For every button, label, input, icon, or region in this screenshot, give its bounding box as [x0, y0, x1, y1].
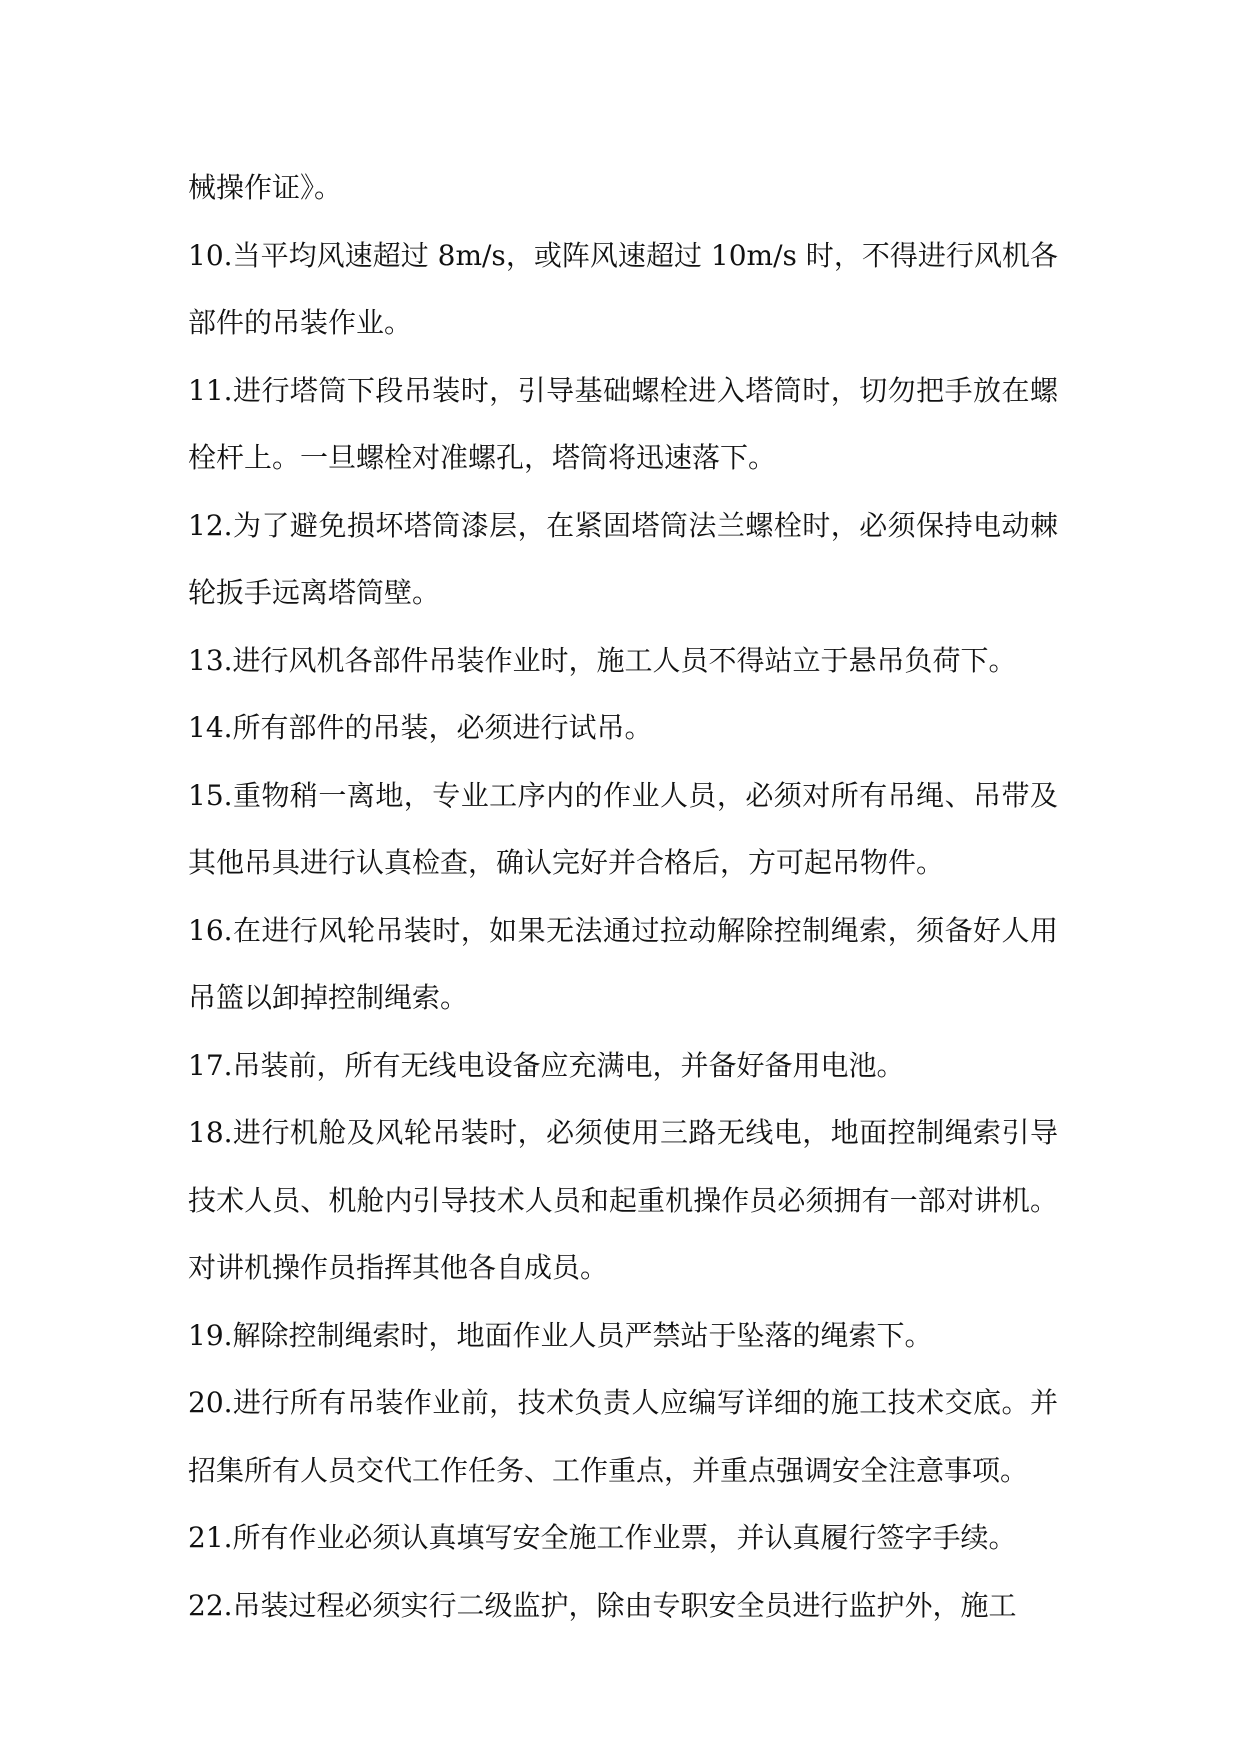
- paragraph-item-15: 15.重物稍一离地，专业工序内的作业人员，必须对所有吊绳、吊带及其他吊具进行认真检查，确认完好并合格后，方可起吊物件。: [188, 778, 1058, 879]
- paragraph-item-21: 21.所有作业必须认真填写安全施工作业票，并认真履行签字手续。: [188, 1521, 1017, 1554]
- paragraph-item-20: 20.进行所有吊装作业前，技术负责人应编写详细的施工技术交底。并招集所有人员交代工作任务、工作重点，并重点强调安全注意事项。: [188, 1386, 1058, 1487]
- paragraph-item-11: 11.进行塔筒下段吊装时，引导基础螺栓进入塔筒时，切勿把手放在螺栓杆上。一旦螺栓对准螺孔，塔筒将迅速落下。: [188, 373, 1058, 474]
- paragraph-item-17: 17.吊装前，所有无线电设备应充满电，并备好备用电池。: [188, 1048, 905, 1082]
- paragraph-item-13: 13.进行风机各部件吊装作业时，施工人员不得站立于悬吊负荷下。: [188, 643, 1017, 677]
- paragraph-continuation: 械操作证》。: [188, 171, 343, 204]
- paragraph-item-18: 18.进行机舱及风轮吊装时，必须使用三路无线电，地面控制绳索引导技术人员、机舱内引导技术人员和起重机操作员必须拥有一部对讲机。对讲机操作员指挥其他各自成员。: [188, 1116, 1058, 1284]
- paragraph-item-16: 16.在进行风轮吊装时，如果无法通过拉动解除控制绳索，须备好人用吊篮以卸掉控制绳索。: [188, 913, 1058, 1014]
- paragraph-item-19: 19.解除控制绳索时，地面作业人员严禁站于坠落的绳索下。: [188, 1318, 933, 1352]
- paragraph-item-22: 22.吊装过程必须实行二级监护，除由专职安全员进行监护外，施工: [188, 1588, 1017, 1622]
- paragraph-item-14: 14.所有部件的吊装，必须进行试吊。: [188, 711, 653, 744]
- paragraph-item-10: 10.当平均风速超过 8m/s，或阵风速超过 10m/s 时，不得进行风机各部件的吊装作业。: [188, 238, 1058, 339]
- paragraph-item-12: 12.为了避免损坏塔筒漆层，在紧固塔筒法兰螺栓时，必须保持电动棘轮扳手远离塔筒壁。: [188, 508, 1058, 609]
- document-body: [188, 154, 1058, 1639]
